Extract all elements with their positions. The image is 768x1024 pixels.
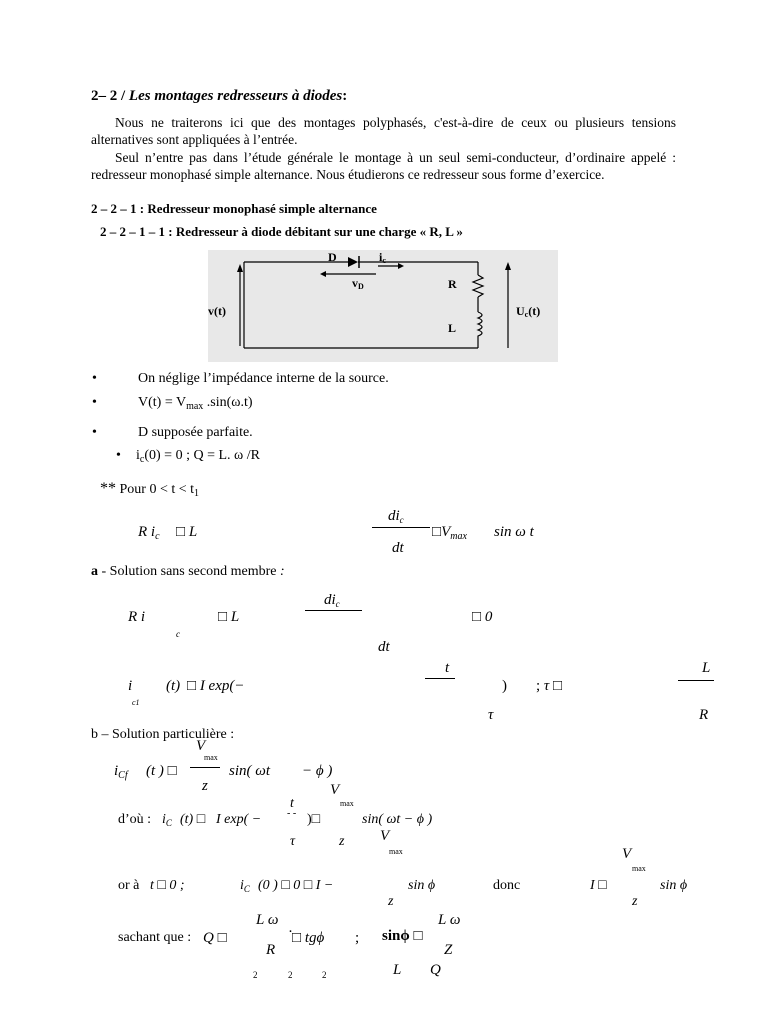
eq-a2-t: (t) [166, 678, 181, 694]
eq-b1-num: V [196, 738, 206, 754]
label-uc [516, 304, 540, 319]
eq-a2-i-sub: c1 [132, 698, 140, 707]
eq-b1-den: z [202, 778, 208, 794]
eq-b1-i-sub: Cf [118, 770, 128, 781]
label-ic-sub: c [382, 256, 386, 265]
eq-b4-bottom-q: Q [430, 962, 441, 978]
heading-number: 2– 2 / [91, 88, 126, 104]
eq-main-fraction-bar [372, 527, 430, 528]
section-b-title: b – Solution particulière : [91, 727, 235, 742]
eq-b2-num-t: t [290, 796, 294, 811]
label-d: D [328, 250, 337, 264]
vt-arrowhead [237, 264, 243, 272]
eq-b2-num-v-sub: max [340, 799, 354, 808]
eq-b2-sin: sin( ωt − ϕ ) [362, 812, 433, 827]
eq-b3-i [240, 878, 250, 894]
eq-b2-dou: d’où : [118, 812, 152, 827]
eq-a2-den-r: R [699, 707, 709, 723]
eq-b1-phi: − ϕ ) [302, 763, 333, 779]
eq-b2-close-text: ) [307, 812, 312, 827]
eq-b4-den-r: R [266, 942, 276, 958]
eq-a1-zero-text: 0 [484, 609, 493, 625]
label-vd-sub: D [358, 282, 364, 291]
label-ic [379, 250, 386, 265]
eq-b2-t-text: (t) [180, 812, 194, 827]
label-uc-sub: c [524, 310, 529, 319]
eq-b4-dot: · [288, 924, 293, 940]
interval-sub: 1 [194, 488, 200, 499]
eq-b4-num-lw2: L ω [438, 912, 461, 928]
eq-main-dt: dt [392, 540, 404, 556]
eq-b1-i [114, 763, 128, 780]
eq-b4-semi: ; [355, 930, 360, 946]
eq-b2-dashes: - - [287, 808, 297, 819]
bullet-voltage [138, 395, 253, 411]
bullet-small-dot: • [116, 448, 121, 463]
eq-b3-I-text: I [590, 878, 595, 893]
eq-b3-I: I □ [590, 878, 607, 893]
bullet-voltage-main: V(t) = V [138, 395, 187, 410]
label-uc-tail: (t) [528, 304, 541, 318]
eq-b3-t0: t □ 0 ; [150, 878, 185, 893]
eq-b3-i-main: i [240, 878, 244, 893]
eq-b3-t0-t: t [150, 878, 154, 893]
bullet-initial-i: i [136, 448, 140, 463]
diode-symbol [348, 257, 358, 267]
bullet-initial-sub: c [139, 454, 145, 465]
section-a-colon: : [279, 564, 285, 579]
heading-title: Les montages redresseurs à diodes [128, 88, 343, 104]
eq-main-sub-c: c [155, 531, 160, 542]
eq-b1-t-text: (t ) [146, 763, 164, 779]
eq-a2-semi: ; [536, 678, 541, 694]
eq-main-sin: sin ω t [494, 524, 534, 540]
eq-b2-close: )□ [307, 812, 321, 827]
eq-a1-dt: dt [378, 639, 390, 655]
eq-b3-i0-text: (0 ) [258, 878, 278, 893]
bullet-dot: • [92, 371, 97, 386]
eq-main-di-sub: c [399, 515, 404, 525]
eq-b2-i [162, 812, 172, 828]
eq-a2-num-l: L [702, 660, 711, 676]
eq-b3-minus: I − [315, 878, 334, 893]
subheading-rl-load: 2 – 2 – 1 – 1 : Redresseur à diode débitant sur une charge « R, L » [100, 224, 463, 239]
eq-b4-sin-text: sinϕ [382, 928, 410, 944]
eq-b3-num-v2: V [622, 846, 632, 862]
bullet-voltage-sub: max [186, 401, 204, 412]
eq-b3-num-v2-sub: max [632, 864, 646, 873]
eq-a2-den-tau: τ [488, 707, 494, 723]
eq-b3-sin2: sin ϕ [660, 878, 688, 893]
label-vd-main: v [352, 276, 358, 290]
label-vd [352, 276, 364, 291]
section-a-title [91, 564, 285, 580]
eq-a1-l-text: L [230, 609, 240, 625]
circuit-diagram [208, 250, 558, 362]
eq-b2-t: (t) □ [180, 812, 206, 827]
eq-main-vmax-sub: max [450, 531, 467, 542]
bullet-voltage-tail: .sin(ω.t) [203, 395, 253, 410]
eq-b2-i-main: i [162, 812, 166, 827]
heading-colon: : [342, 88, 348, 104]
label-ic-main: i [379, 250, 383, 264]
eq-b4-two-a: 2 [253, 970, 258, 980]
label-uc-main: U [516, 304, 525, 318]
eq-main-l: L [188, 524, 198, 540]
eq-b4-bottom-l: L [393, 962, 402, 978]
eq-b2-den-tau: τ [290, 834, 296, 849]
label-vt: v(t) [208, 304, 226, 318]
eq-b2-i-sub: C [165, 818, 172, 828]
eq-a2-iexp-text: I exp(− [199, 678, 245, 694]
eq-b3-i0: (0 ) □ 0 □ I − [258, 878, 334, 893]
eq-b1-fraction-bar [190, 767, 220, 768]
eq-b4-den-z: Z [444, 942, 453, 958]
bullet-initial [136, 448, 260, 464]
bullet-initial-tail: (0) = 0 ; Q = L. ω /R [144, 448, 260, 463]
eq-a1-di: di [324, 592, 336, 608]
eq-main-plus-l: □ L [176, 524, 198, 540]
uc-arrowhead [505, 262, 511, 270]
section-heading [91, 88, 347, 105]
eq-b3-top-v-sub: max [389, 847, 403, 856]
eq-b1-num-sub: max [204, 753, 218, 762]
eq-main-lhs [138, 524, 160, 541]
bullet-diode: D supposée parfaite. [138, 425, 253, 440]
paragraph-exercise-text: Seul n’entre pas dans l’étude générale le montage à un seul semi-conducteur, d’ordinaire appelé : redresseur monophasé simple alternance. Nous étudierons ce redresseur sous forme d’exercice. [91, 150, 676, 182]
inductor-symbol [478, 312, 482, 338]
eq-a2-iexp: □ I exp(− [187, 678, 245, 694]
eq-b3-rest: 0 [293, 878, 301, 893]
label-r: R [448, 277, 457, 291]
eq-b4-sachant: sachant que : [118, 930, 192, 945]
eq-main-rhs: $□V_{max}$ [432, 524, 467, 542]
eq-b2-num-v: V [330, 782, 340, 798]
eq-main-r-i: R i [138, 524, 156, 540]
eq-main-v: V [441, 524, 451, 540]
eq-b3-sin: sin ϕ [408, 878, 436, 893]
eq-b4-tg: □ tgϕ [292, 930, 325, 946]
subheading-monophase: 2 – 2 – 1 : Redresseur monophasé simple alternance [91, 201, 377, 216]
eq-b4-two-b: 2 [288, 970, 293, 980]
circuit-schematic [208, 250, 558, 362]
eq-b1-sin: sin( ωt [229, 763, 271, 779]
eq-a2-num-t: t [445, 660, 450, 676]
ic-arrowhead [398, 263, 404, 269]
eq-b4-tg-text: tgϕ [304, 930, 325, 946]
eq-b1-i-main: i [114, 763, 119, 779]
eq-b2-iexp: I exp( − [216, 812, 262, 827]
bullet-dot: • [92, 425, 97, 440]
paragraph-exercise [91, 150, 676, 183]
eq-a1-zero: □ 0 [472, 609, 493, 625]
eq-a1-ri: R i [128, 609, 146, 625]
eq-a2-fraction-bar [425, 678, 455, 679]
eq-b4-q: Q □ [203, 930, 227, 946]
bullet-impedance: On néglige l’impédance interne de la source. [138, 371, 389, 386]
eq-a1-ri-sub: c [176, 629, 180, 639]
eq-b3-den-z2: z [632, 894, 638, 909]
eq-a1-di-sub: c [335, 599, 340, 609]
paragraph-intro [91, 115, 676, 148]
eq-a1-l: □ L [218, 609, 240, 625]
interval-text: Pour 0 < t < t [116, 482, 195, 497]
eq-b3-donc: donc [493, 878, 521, 893]
eq-a1-num [324, 592, 340, 609]
eq-b3-i-sub: C [243, 884, 250, 894]
interval-line [100, 480, 199, 498]
vd-arrowhead [320, 271, 326, 277]
eq-b3-top-v: V [380, 828, 390, 844]
resistor-symbol [473, 275, 483, 297]
eq-b3-t0-zero: 0 ; [169, 878, 185, 893]
section-a-text: - Solution sans second membre [98, 564, 280, 579]
interval-stars: ** [100, 480, 116, 497]
eq-main-di: di [388, 508, 400, 524]
paragraph-intro-text: Nous ne traiterons ici que des montages polyphasés, c'est-à-dire de ceux ou plusieurs tensions alternatives sont appliquées à l’entrée. [91, 115, 676, 147]
eq-b4-num-lw: L ω [256, 912, 279, 928]
eq-b4-sin: sinϕ □ [382, 928, 423, 944]
eq-b4-two-c: 2 [322, 970, 327, 980]
eq-b3-den-z: z [388, 894, 394, 909]
eq-b4-q-text: Q [203, 930, 214, 946]
label-l: L [448, 321, 457, 335]
eq-a2-tau-def: ; τ □ [536, 678, 563, 694]
eq-main-numerator [388, 508, 404, 525]
eq-a2-close: ) [502, 678, 507, 694]
eq-a2-l-fraction-bar [678, 680, 714, 681]
eq-b1-t: (t ) □ [146, 763, 177, 779]
eq-a1-fraction-bar [305, 610, 362, 611]
eq-a2-i: i [128, 678, 133, 694]
bullet-dot: • [92, 395, 97, 410]
eq-a2-tau: τ [543, 678, 550, 694]
eq-b2-den-z: z [339, 834, 345, 849]
eq-b3-ora: or à [118, 878, 140, 893]
section-a-letter: a [91, 564, 98, 579]
